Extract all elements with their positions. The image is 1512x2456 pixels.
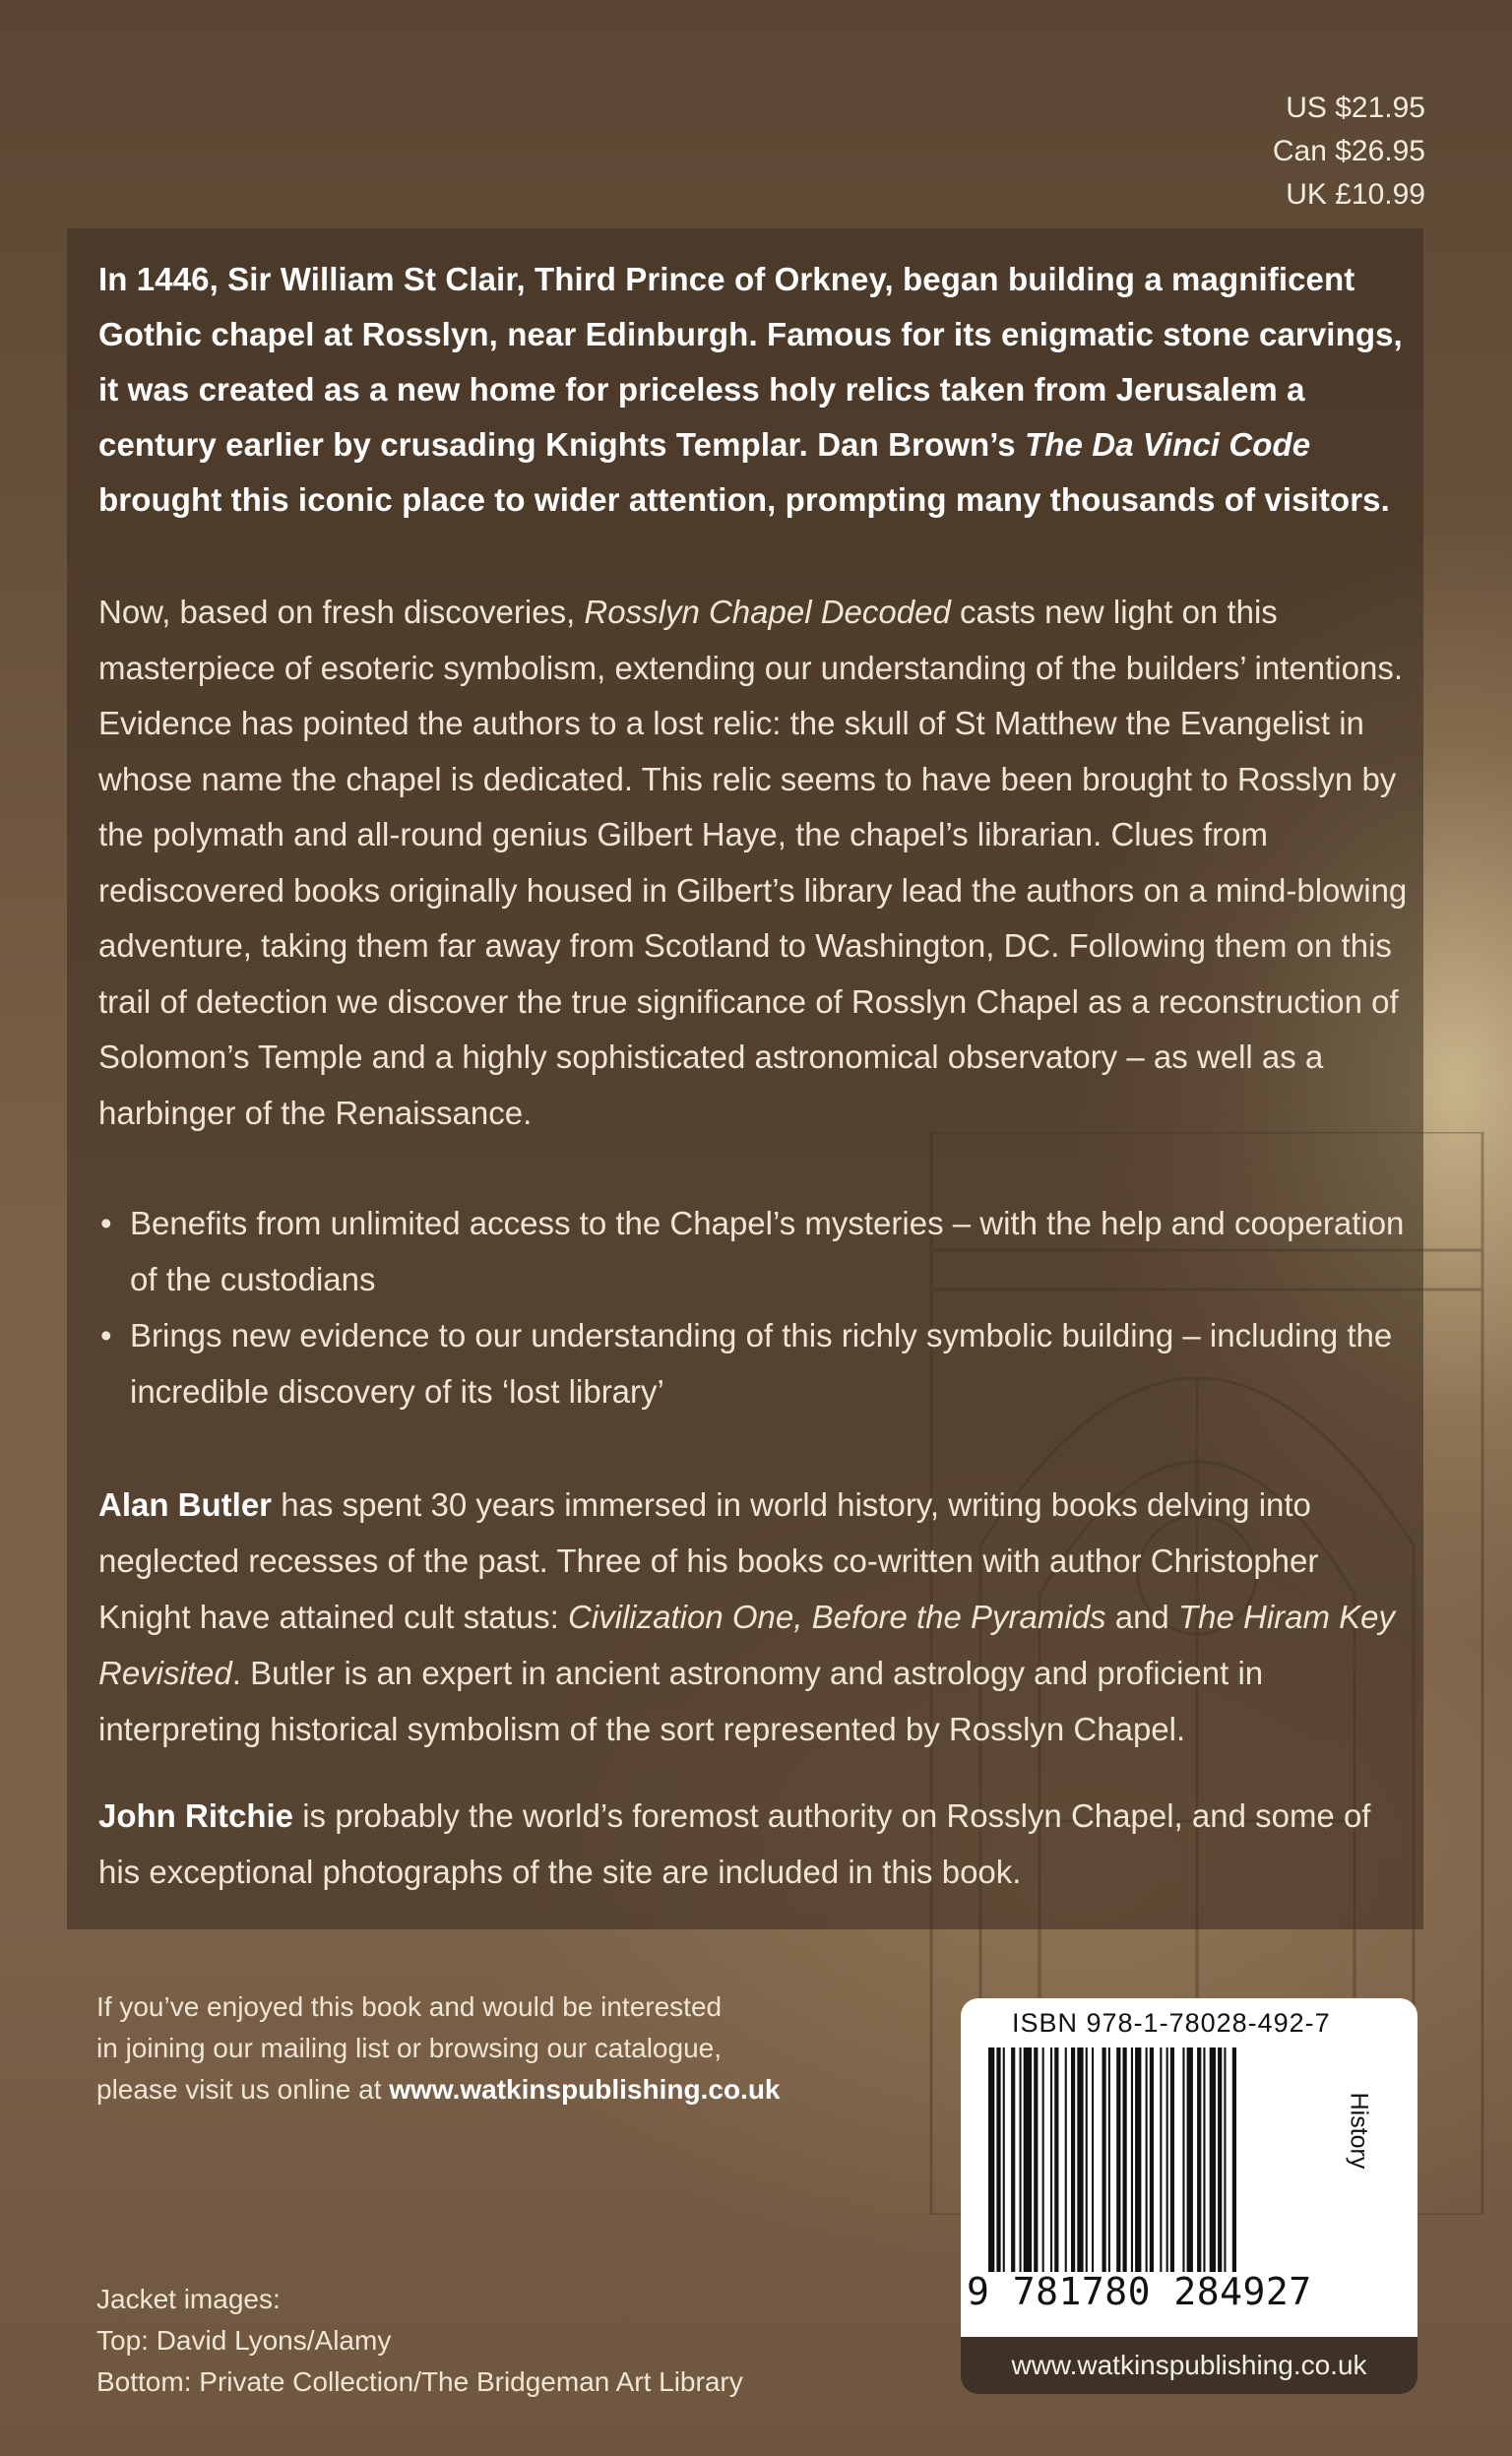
price-uk: UK £10.99	[1286, 178, 1425, 211]
genre-label: History	[1345, 2092, 1373, 2170]
isbn-label: ISBN 978-1-78028-492-7	[1012, 2008, 1331, 2038]
publisher-url-bar: www.watkinspublishing.co.uk	[961, 2337, 1418, 2394]
feature-list	[98, 1195, 1418, 1419]
mailing-list-note	[96, 1986, 781, 2110]
mailing-line: please visit us online at	[96, 2074, 390, 2105]
description-text-end: casts new light on this masterpiece of esoteric symbolism, extending our understanding of the builders’ intentions. Evidence has pointed the authors to a lost relic: the skull of St Matthew the Evangelist in whose name the chapel is dedicated. This relic seems to have been brought to Rosslyn by the polymath and all-round genius Gilbert Haye, the chapel’s librarian. Clues from rediscovered books originally housed in Gilbert’s library lead the authors on a mind-blowing adventure, taking them far away from Scotland to Washington, DC. Following them on this trail of detection we discover the true significance of Rosslyn Chapel as a reconstruction of Solomon’s Temple and a highly sophisticated astronomical observatory – as well as a harbinger of the Renaissance.	[98, 594, 1408, 1131]
intro-book-title: The Da Vinci Code	[1025, 426, 1311, 463]
author-bio-text-end: . Butler is an expert in ancient astronomy and astrology and proficient in interpreting historical symbolism of the sort represented by Rosslyn Chapel.	[98, 1655, 1264, 1747]
price-block	[1273, 87, 1425, 217]
author-name: John Ritchie	[98, 1797, 294, 1834]
book-title: The Hiram Key Revisited	[98, 1599, 1396, 1691]
credits-heading: Jacket images:	[96, 2284, 281, 2314]
book-title: Civilization One, Before the Pyramids	[567, 1599, 1106, 1635]
barcode-icon	[988, 2047, 1351, 2272]
author-bio-butler	[98, 1477, 1418, 1757]
description-paragraph	[98, 585, 1418, 1141]
feature-item: • Benefits from unlimited access to the Chapel’s mysteries – with the help and cooperation of the custodians	[98, 1195, 1418, 1307]
author-name: Alan Butler	[98, 1486, 273, 1523]
intro-text-end: brought this iconic place to wider attention, prompting many thousands of visitors.	[98, 481, 1390, 518]
author-bio-ritchie	[98, 1788, 1418, 1900]
publisher-url: www.watkinspublishing.co.uk	[389, 2074, 781, 2105]
intro-paragraph	[98, 252, 1418, 528]
description-text: Now, based on fresh discoveries,	[98, 594, 585, 630]
price-us: US $21.95	[1286, 92, 1425, 124]
barcode-box	[961, 1998, 1418, 2349]
credit-top: Top: David Lyons/Alamy	[96, 2325, 392, 2356]
price-can: Can $26.95	[1272, 135, 1425, 167]
credit-bottom: Bottom: Private Collection/The Bridgeman Art Library	[96, 2366, 743, 2397]
author-bio-text: is probably the world’s foremost authority on Rosslyn Chapel, and some of his exceptional photographs of the site are included in this book.	[98, 1797, 1371, 1890]
conjunction: and	[1105, 1599, 1178, 1635]
description-book-title: Rosslyn Chapel Decoded	[584, 594, 951, 630]
feature-item: • Brings new evidence to our understanding of this richly symbolic building – including the incredible discovery of its ‘lost library’	[98, 1307, 1418, 1419]
barcode-digits: 9 781780 284927	[967, 2270, 1312, 2313]
mailing-line: If you’ve enjoyed this book and would be interested	[96, 1991, 723, 2022]
mailing-line: in joining our mailing list or browsing our catalogue,	[96, 2033, 723, 2063]
author-bio-text: has spent 30 years immersed in world history, writing books delving into neglected recesses of the past. Three of his books co-written with author Christopher Knight have attained cult status:	[98, 1486, 1319, 1635]
jacket-credits	[96, 2279, 743, 2403]
intro-text: In 1446, Sir William St Clair, Third Prince of Orkney, began building a magnificent Gothic chapel at Rosslyn, near Edinburgh. Famous for its enigmatic stone carvings, it was created as a new home for priceless holy relics taken from Jerusalem a century earlier by crusading Knights Templar. Dan Brown’s	[98, 261, 1403, 463]
